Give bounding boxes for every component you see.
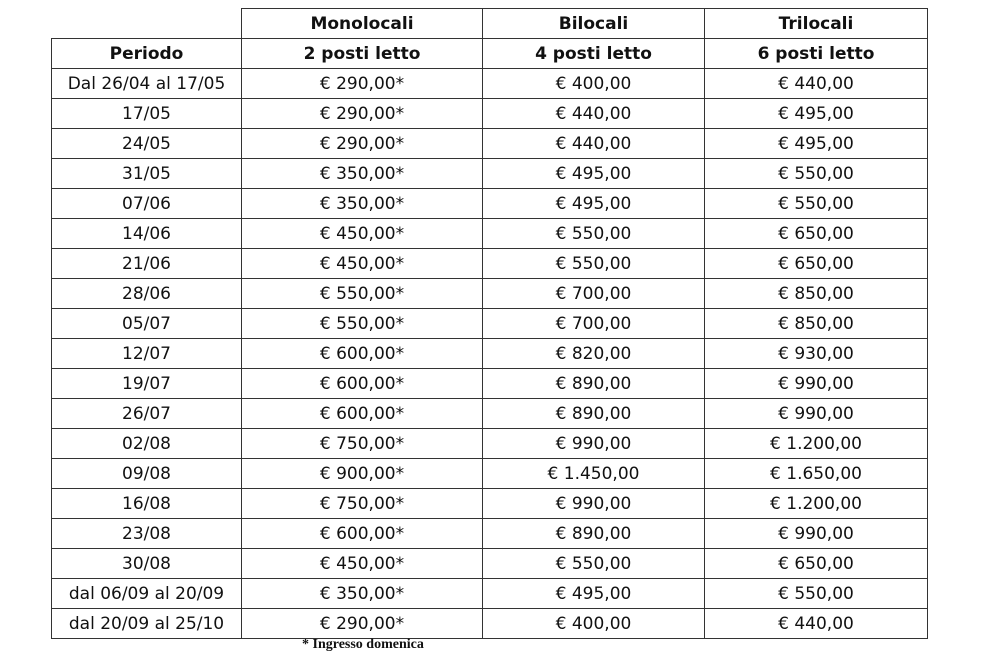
table-row [52, 459, 928, 489]
period-cell: 14/06 [52, 219, 242, 249]
trilocali-price-cell: € 550,00 [705, 189, 928, 219]
monolocali-price-cell: € 350,00* [242, 579, 483, 609]
header-trilocali-beds: 6 posti letto [705, 39, 928, 69]
period-cell: 21/06 [52, 249, 242, 279]
table-row [52, 159, 928, 189]
table-row [52, 249, 928, 279]
header-row-beds [52, 39, 928, 69]
period-cell: 05/07 [52, 309, 242, 339]
table-row [52, 489, 928, 519]
price-table-body [52, 69, 928, 639]
bilocali-price-cell: € 440,00 [483, 129, 705, 159]
period-cell: dal 20/09 al 25/10 [52, 609, 242, 639]
monolocali-price-cell: € 350,00* [242, 189, 483, 219]
bilocali-price-cell: € 550,00 [483, 549, 705, 579]
period-cell: 16/08 [52, 489, 242, 519]
table-row [52, 369, 928, 399]
monolocali-price-cell: € 550,00* [242, 279, 483, 309]
footnote: * Ingresso domenica [302, 637, 424, 652]
period-cell: dal 06/09 al 20/09 [52, 579, 242, 609]
header-bilocali-beds: 4 posti letto [483, 39, 705, 69]
trilocali-price-cell: € 1.650,00 [705, 459, 928, 489]
period-cell: 07/06 [52, 189, 242, 219]
table-row [52, 339, 928, 369]
table-row [52, 429, 928, 459]
bilocali-price-cell: € 495,00 [483, 189, 705, 219]
trilocali-price-cell: € 990,00 [705, 399, 928, 429]
table-row [52, 219, 928, 249]
header-bilocali: Bilocali [483, 9, 705, 39]
period-cell: 17/05 [52, 99, 242, 129]
trilocali-price-cell: € 850,00 [705, 309, 928, 339]
trilocali-price-cell: € 990,00 [705, 519, 928, 549]
period-cell: Dal 26/04 al 17/05 [52, 69, 242, 99]
trilocali-price-cell: € 495,00 [705, 99, 928, 129]
bilocali-price-cell: € 440,00 [483, 99, 705, 129]
monolocali-price-cell: € 600,00* [242, 339, 483, 369]
monolocali-price-cell: € 290,00* [242, 609, 483, 639]
bilocali-price-cell: € 700,00 [483, 279, 705, 309]
bilocali-price-cell: € 1.450,00 [483, 459, 705, 489]
bilocali-price-cell: € 400,00 [483, 69, 705, 99]
trilocali-price-cell: € 650,00 [705, 249, 928, 279]
header-periodo: Periodo [52, 39, 242, 69]
monolocali-price-cell: € 450,00* [242, 219, 483, 249]
table-row [52, 99, 928, 129]
period-cell: 02/08 [52, 429, 242, 459]
trilocali-price-cell: € 440,00 [705, 609, 928, 639]
period-cell: 09/08 [52, 459, 242, 489]
monolocali-price-cell: € 750,00* [242, 429, 483, 459]
monolocali-price-cell: € 750,00* [242, 489, 483, 519]
period-cell: 24/05 [52, 129, 242, 159]
table-row [52, 279, 928, 309]
bilocali-price-cell: € 700,00 [483, 309, 705, 339]
trilocali-price-cell: € 495,00 [705, 129, 928, 159]
table-row [52, 309, 928, 339]
bilocali-price-cell: € 550,00 [483, 249, 705, 279]
trilocali-price-cell: € 850,00 [705, 279, 928, 309]
trilocali-price-cell: € 930,00 [705, 339, 928, 369]
bilocali-price-cell: € 495,00 [483, 159, 705, 189]
table-row [52, 579, 928, 609]
table-row [52, 189, 928, 219]
trilocali-price-cell: € 550,00 [705, 579, 928, 609]
table-row [52, 549, 928, 579]
bilocali-price-cell: € 495,00 [483, 579, 705, 609]
bilocali-price-cell: € 550,00 [483, 219, 705, 249]
monolocali-price-cell: € 900,00* [242, 459, 483, 489]
trilocali-price-cell: € 1.200,00 [705, 489, 928, 519]
table-row [52, 519, 928, 549]
monolocali-price-cell: € 290,00* [242, 69, 483, 99]
period-cell: 23/08 [52, 519, 242, 549]
period-cell: 31/05 [52, 159, 242, 189]
bilocali-price-cell: € 400,00 [483, 609, 705, 639]
bilocali-price-cell: € 820,00 [483, 339, 705, 369]
period-cell: 12/07 [52, 339, 242, 369]
monolocali-price-cell: € 450,00* [242, 549, 483, 579]
monolocali-price-cell: € 450,00* [242, 249, 483, 279]
bilocali-price-cell: € 890,00 [483, 399, 705, 429]
header-monolocali-beds: 2 posti letto [242, 39, 483, 69]
monolocali-price-cell: € 600,00* [242, 519, 483, 549]
monolocali-price-cell: € 550,00* [242, 309, 483, 339]
header-row-types [52, 9, 928, 39]
header-monolocali: Monolocali [242, 9, 483, 39]
trilocali-price-cell: € 440,00 [705, 69, 928, 99]
trilocali-price-cell: € 650,00 [705, 219, 928, 249]
period-cell: 28/06 [52, 279, 242, 309]
bilocali-price-cell: € 890,00 [483, 369, 705, 399]
trilocali-price-cell: € 650,00 [705, 549, 928, 579]
period-cell: 26/07 [52, 399, 242, 429]
monolocali-price-cell: € 600,00* [242, 399, 483, 429]
monolocali-price-cell: € 290,00* [242, 99, 483, 129]
bilocali-price-cell: € 890,00 [483, 519, 705, 549]
period-cell: 30/08 [52, 549, 242, 579]
monolocali-price-cell: € 600,00* [242, 369, 483, 399]
trilocali-price-cell: € 550,00 [705, 159, 928, 189]
header-blank-cell [52, 9, 242, 39]
monolocali-price-cell: € 290,00* [242, 129, 483, 159]
trilocali-price-cell: € 990,00 [705, 369, 928, 399]
table-row [52, 399, 928, 429]
monolocali-price-cell: € 350,00* [242, 159, 483, 189]
header-trilocali: Trilocali [705, 9, 928, 39]
bilocali-price-cell: € 990,00 [483, 429, 705, 459]
bilocali-price-cell: € 990,00 [483, 489, 705, 519]
table-row [52, 69, 928, 99]
trilocali-price-cell: € 1.200,00 [705, 429, 928, 459]
table-row [52, 609, 928, 639]
price-table [51, 8, 928, 639]
table-row [52, 129, 928, 159]
period-cell: 19/07 [52, 369, 242, 399]
